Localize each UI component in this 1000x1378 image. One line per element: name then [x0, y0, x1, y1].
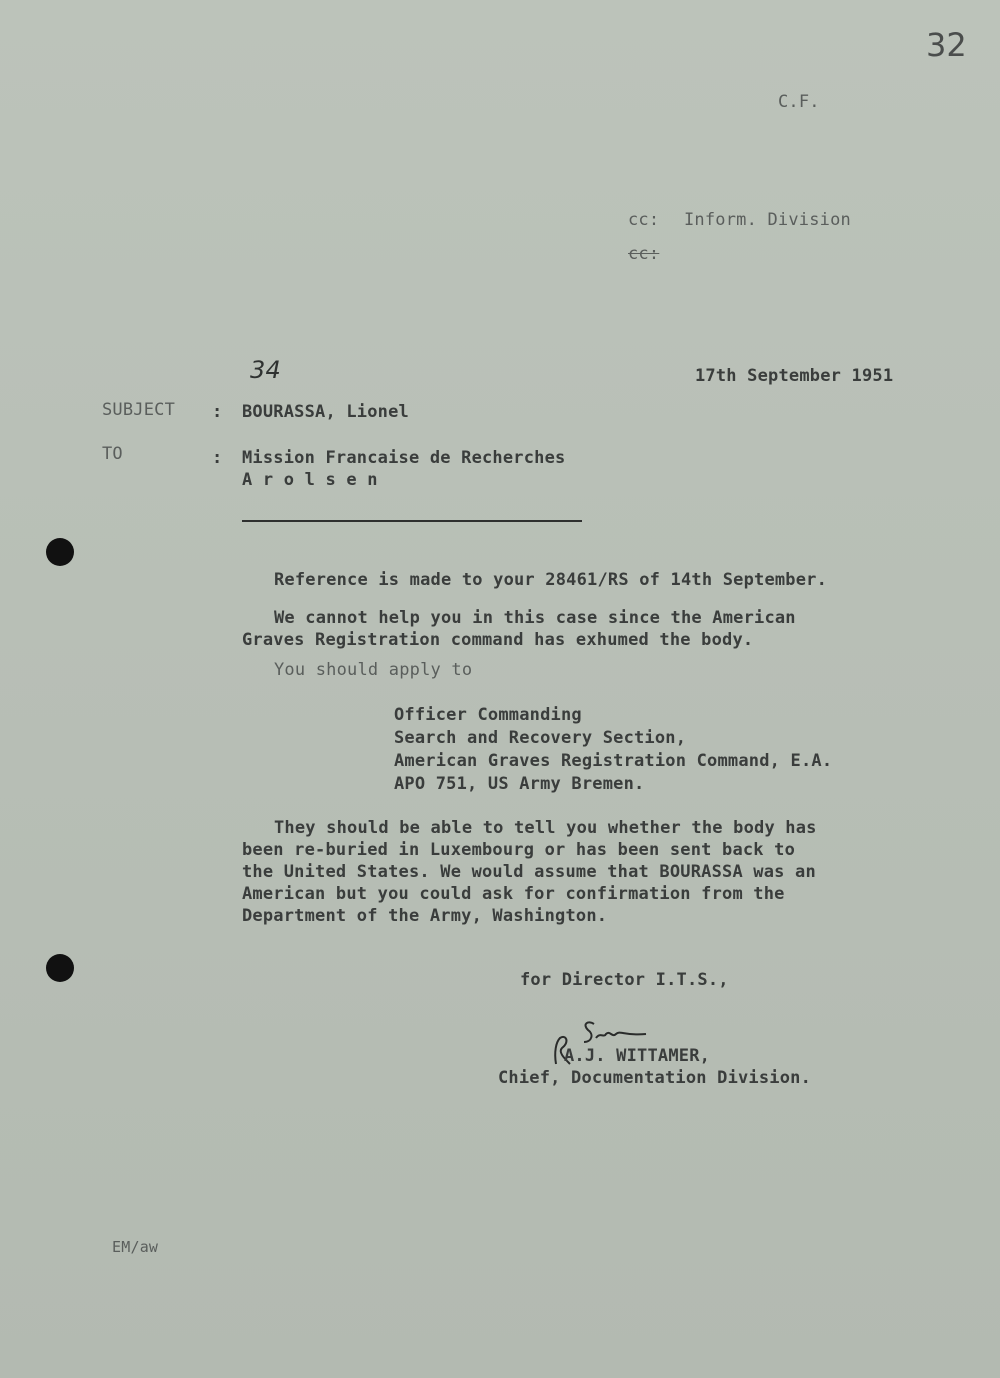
letter-date: 17th September 1951: [695, 366, 894, 386]
cc-label: cc:: [628, 210, 660, 230]
page-number: 32: [926, 26, 967, 64]
punch-hole-top: [46, 538, 74, 566]
subject-label: SUBJECT: [102, 400, 176, 420]
reference-initials: EM/aw: [112, 1238, 159, 1256]
address-line-2: Search and Recovery Section,: [394, 728, 687, 748]
body-paragraph-2-line-2: Graves Registration command has exhumed the body.: [242, 630, 754, 650]
cc-value: Inform. Division: [684, 210, 851, 230]
subject-value: BOURASSA, Lionel: [242, 402, 409, 422]
subject-sep: :: [212, 402, 223, 422]
address-line-4: APO 751, US Army Bremen.: [394, 774, 645, 794]
punch-hole-bottom: [46, 954, 74, 982]
body-paragraph-4-line-1: They should be able to tell you whether the body has: [274, 818, 817, 838]
body-paragraph-4-line-5: Department of the Army, Washington.: [242, 906, 608, 926]
to-sep: :: [212, 448, 223, 468]
closing-for-line: for Director I.T.S.,: [520, 970, 729, 990]
cf-mark: C.F.: [778, 92, 820, 112]
body-paragraph-3: You should apply to: [274, 660, 473, 680]
to-label: TO: [102, 444, 123, 464]
to-line-2: A r o l s e n: [242, 470, 378, 490]
handwritten-annotation: 34: [250, 356, 281, 384]
address-rule: [242, 520, 582, 522]
body-paragraph-4-line-2: been re-buried in Luxembourg or has been sent back to: [242, 840, 796, 860]
to-line-1: Mission Francaise de Recherches: [242, 448, 566, 468]
body-paragraph-2-line-1: We cannot help you in this case since the American: [274, 608, 796, 628]
signatory-title: Chief, Documentation Division.: [498, 1068, 812, 1088]
address-line-1: Officer Commanding: [394, 705, 582, 725]
address-line-3: American Graves Registration Command, E.A.: [394, 751, 833, 771]
signatory-name: A.J. WITTAMER,: [564, 1046, 711, 1066]
body-paragraph-4-line-4: American but you could ask for confirmation from the: [242, 884, 785, 904]
body-paragraph-1: Reference is made to your 28461/RS of 14th September.: [274, 570, 828, 590]
body-paragraph-4-line-3: the United States. We would assume that BOURASSA was an: [242, 862, 816, 882]
cc-struck: cc:: [628, 244, 660, 264]
